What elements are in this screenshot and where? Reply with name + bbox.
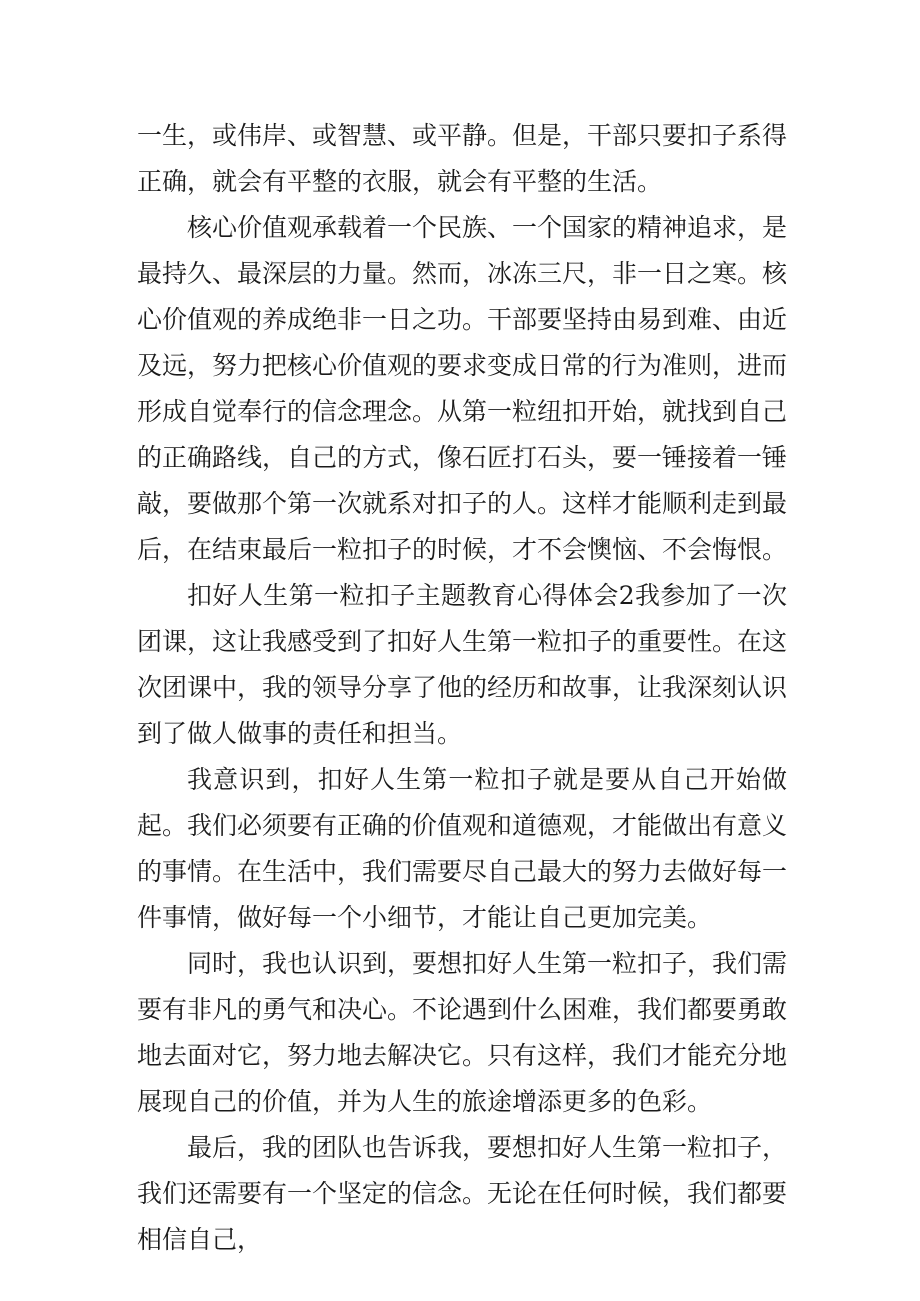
- paragraph-2: 核心价值观承载着一个民族、一个国家的精神追求，是最持久、最深层的力量。然而，冰冻三尺，非一日之寒。核心价值观的养成绝非一日之功。干部要坚持由易到难、由近及远，努力把核心价值观的要求变成日常的行为准则，进而形成自觉奉行的信念理念。从第一粒纽扣开始，就找到自己的正确路线，自己的方式，像石匠打石头，要一锤接着一锤敲，要做那个第一次就系对扣子的人。这样才能顺利走到最后，在结束最后一粒扣子的时候，才不会懊恼、不会悔恨。: [137, 213, 788, 564]
- paragraph-1: 一生，或伟岸、或智慧、或平静。但是，干部只要扣子系得正确，就会有平整的衣服，就会有平整的生活。: [137, 121, 788, 196]
- paragraph-4: 我意识到，扣好人生第一粒扣子就是要从自己开始做起。我们必须要有正确的价值观和道德观，才能做出有意义的事情。在生活中，我们需要尽自己最大的努力去做好每一件事情，做好每一个小细节，才能让自己更加完美。: [137, 765, 788, 932]
- paragraph-3: 扣好人生第一粒扣子主题教育心得体会2我参加了一次团课，这让我感受到了扣好人生第一粒扣子的重要性。在这次团课中，我的领导分享了他的经历和故事，让我深刻认识到了做人做事的责任和担当。: [137, 581, 788, 748]
- paragraph-5: 同时，我也认识到，要想扣好人生第一粒扣子，我们需要有非凡的勇气和决心。不论遇到什么困难，我们都要勇敢地去面对它，努力地去解决它。只有这样，我们才能充分地展现自己的价值，并为人生的旅途增添更多的色彩。: [137, 949, 788, 1116]
- paragraph-6: 最后，我的团队也告诉我，要想扣好人生第一粒扣子，我们还需要有一个坚定的信念。无论在任何时候，我们都要相信自己，: [137, 1133, 788, 1254]
- document-body: [137, 113, 787, 1263]
